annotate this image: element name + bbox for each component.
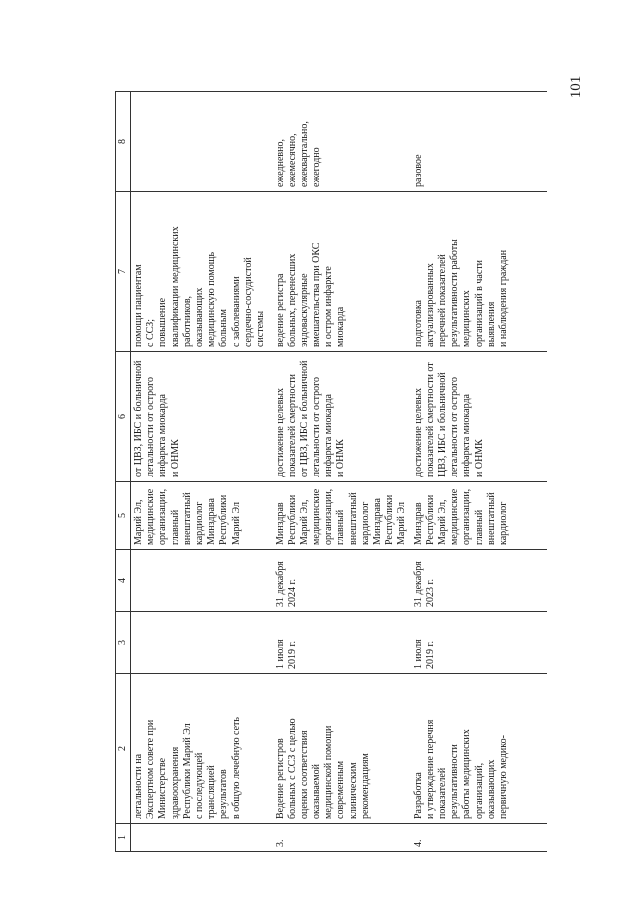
column-header: 5 (116, 482, 131, 550)
result-cell: подготовка актуализированных перечней показателей результативности работы медицинских организаций в части выявления и наблюдения граждан (411, 192, 547, 352)
responsible-cell: Минздрав Республики Марий Эл, медицинские организации, главный внештатный кардиолог (411, 482, 547, 550)
start-date-cell: 1 июля 2019 г. (411, 612, 547, 674)
end-date-cell (131, 550, 273, 612)
row-number: 4. (411, 824, 547, 852)
frequency-cell: ежедневно, ежемесячно, ежеквартально, ежегодно (273, 92, 411, 192)
rotated-table-container (115, 92, 545, 852)
start-date-cell (131, 612, 273, 674)
target-cell: достижение целевых показателей смертности от ЦВЗ, ИБС и больничной летальности от острого инфаркта миокарда и ОНМК (411, 352, 547, 482)
activity-cell: Ведение регистров больных с ССЗ с целью оценки соответствия оказываемой медицинской помощи современным клиническим рекомендациям (273, 674, 411, 824)
target-cell: достижение целевых показателей смертности от ЦВЗ, ИБС и больничной летальности от острого инфаркта миокарда и ОНМК (273, 352, 411, 482)
activity-cell: летальности на Экспертном совете при Министерстве здравоохранения Республики Марий Эл с последующей трансляцией результатов в общую лечебную сеть (131, 674, 273, 824)
result-cell: ведение регистра больных, перенесших эндоваскулярные вмешательства при ОКС и остром инфаркте миокарда (273, 192, 411, 352)
row-number (131, 824, 273, 852)
end-date-cell: 31 декабря 2024 г. (273, 550, 411, 612)
result-cell: помощи пациентам с ССЗ; повышение квалификации медицинских работников, оказывающих медицинскую помощь больным с заболеваниями сердечно-сосудистой системы (131, 192, 273, 352)
plan-table (115, 91, 547, 852)
page-number: 101 (568, 75, 584, 99)
column-header: 3 (116, 612, 131, 674)
frequency-cell (131, 92, 273, 192)
table-header-row (116, 92, 131, 852)
row-number: 3. (273, 824, 411, 852)
table-row (411, 92, 547, 852)
column-header: 6 (116, 352, 131, 482)
column-header: 4 (116, 550, 131, 612)
responsible-cell: Марий Эл, медицинские организации, главный внештатный кардиолог Минздрава Республики Марий Эл (131, 482, 273, 550)
column-header: 2 (116, 674, 131, 824)
target-cell: от ЦВЗ, ИБС и больничной летальности от острого инфаркта миокарда и ОНМК (131, 352, 273, 482)
responsible-cell: Минздрав Республики Марий Эл, медицинские организации, главный внештатный кардиолог Минздрава Республики Марий Эл (273, 482, 411, 550)
column-header: 8 (116, 92, 131, 192)
activity-cell: Разработка и утверждение перечня показателей результативности работы медицинских организаций, оказывающих первичную медико- (411, 674, 547, 824)
column-header: 7 (116, 192, 131, 352)
table-row (131, 92, 273, 852)
frequency-cell: разовое (411, 92, 547, 192)
table-row (273, 92, 411, 852)
end-date-cell: 31 декабря 2023 г. (411, 550, 547, 612)
column-header: 1 (116, 824, 131, 852)
start-date-cell: 1 июля 2019 г. (273, 612, 411, 674)
